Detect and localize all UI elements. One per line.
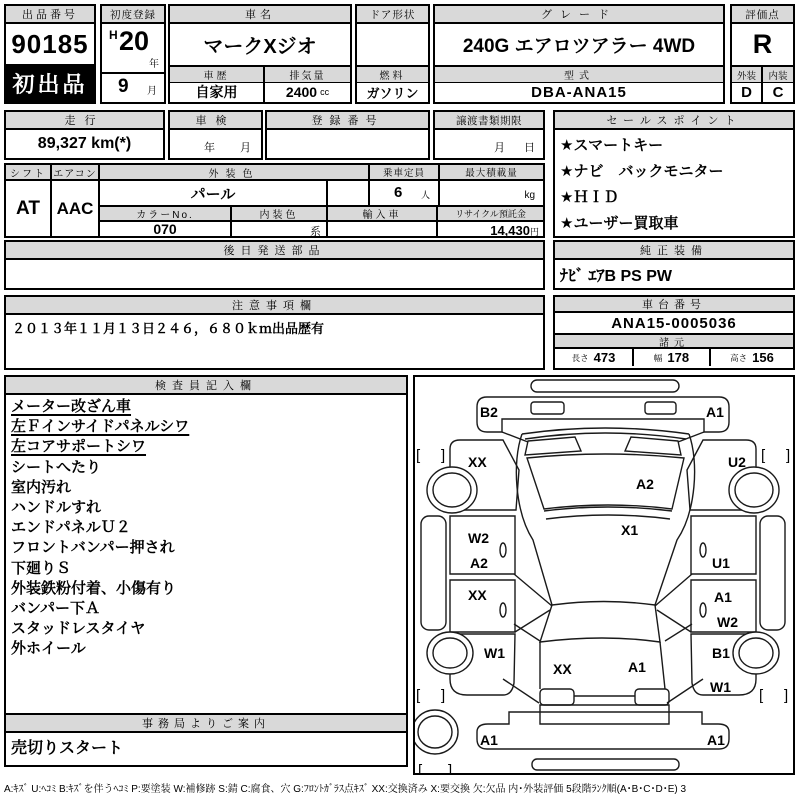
payload-unit: kg bbox=[524, 190, 535, 201]
exterior-score: D bbox=[741, 83, 752, 101]
first-registration-year-cell bbox=[102, 24, 164, 74]
inspection-month-suffix: 月 bbox=[240, 142, 251, 154]
office-notice-label: 事務局よりご案内 bbox=[6, 715, 406, 733]
notes-text: ２０１３年１１月１３日２４６，６８０ｋｍ出品歴有 bbox=[12, 321, 325, 336]
inspector-note-item: シートへたり bbox=[11, 458, 102, 476]
chassis-number-label: 車台番号 bbox=[555, 297, 793, 313]
history-value: 自家用 bbox=[195, 84, 238, 100]
displacement-label: 排気量 bbox=[265, 67, 350, 83]
door-shape-box bbox=[355, 4, 430, 104]
inspector-note-item: 室内汚れ bbox=[11, 478, 72, 496]
inspector-note-item: 下廻りＳ bbox=[11, 559, 72, 577]
damage-code: U1 bbox=[712, 555, 730, 571]
corner-bracket: [ bbox=[759, 687, 764, 704]
color-no-value: 070 bbox=[100, 222, 232, 236]
later-parts-box bbox=[4, 240, 545, 290]
capacity-label: 乗車定員 bbox=[370, 165, 440, 181]
corner-bracket: [ bbox=[418, 762, 423, 773]
model-code-label: 型式 bbox=[435, 67, 723, 83]
car-name: マークXジオ bbox=[170, 24, 350, 67]
transfer-docs-label: 譲渡書類期限 bbox=[435, 112, 543, 130]
damage-code: B2 bbox=[480, 404, 498, 420]
car-name-label: 車名 bbox=[170, 6, 350, 24]
chassis-number: ANA15-0005036 bbox=[555, 313, 793, 335]
corner-bracket: ] bbox=[784, 687, 789, 704]
transfer-day-suffix: 日 bbox=[524, 142, 535, 154]
grade-box bbox=[433, 4, 725, 104]
inspection-box bbox=[168, 110, 263, 160]
interior-color-suffix: 系 bbox=[310, 226, 321, 236]
damage-code: X1 bbox=[621, 522, 639, 538]
corner-bracket: ] bbox=[441, 687, 446, 704]
exterior-color-label: 外装色 bbox=[100, 165, 370, 181]
height-value: 156 bbox=[752, 350, 774, 365]
color-no-label: カラーNo. bbox=[100, 207, 232, 222]
damage-code: A1 bbox=[480, 732, 498, 748]
inspector-notes-list bbox=[6, 395, 406, 662]
damage-code: W1 bbox=[484, 645, 505, 661]
recycle-value-cell bbox=[438, 222, 543, 236]
sales-point-item: ★スマートキー bbox=[560, 137, 664, 154]
length-label: 長さ bbox=[571, 352, 589, 363]
payload-label: 最大積載量 bbox=[440, 165, 543, 181]
transfer-month-suffix: 月 bbox=[494, 142, 505, 154]
damage-code: A2 bbox=[470, 555, 488, 571]
office-notice-box bbox=[4, 713, 408, 767]
corner-bracket: ] bbox=[448, 762, 453, 773]
model-code-value: DBA-ANA15 bbox=[531, 83, 627, 101]
inspection-year-suffix: 年 bbox=[204, 142, 215, 154]
sales-point-item: ★ユーザー買取車 bbox=[560, 215, 679, 232]
overall-score: R bbox=[732, 24, 793, 67]
aircon-value: AAC bbox=[52, 181, 100, 236]
import-label: 輸入車 bbox=[328, 207, 438, 222]
inspector-notes-label: 検査員記入欄 bbox=[6, 377, 406, 395]
corner-bracket: [ bbox=[761, 447, 766, 464]
sales-point-item: ★ＨＩＤ bbox=[560, 189, 619, 206]
damage-code: A1 bbox=[714, 589, 732, 605]
fuel-label: 燃料 bbox=[357, 67, 428, 83]
sales-points-list bbox=[555, 130, 793, 240]
equipment-value: ﾅﾋﾞ ｴｱB PS PW bbox=[560, 268, 673, 285]
equipment-box bbox=[553, 240, 795, 290]
year-suffix: 年 bbox=[149, 59, 159, 70]
damage-code: U2 bbox=[728, 454, 746, 470]
mileage-label: 走行 bbox=[6, 112, 163, 130]
corner-bracket: ] bbox=[786, 447, 791, 464]
damage-code: A1 bbox=[706, 404, 724, 420]
lot-box bbox=[4, 4, 96, 104]
inspector-note-item: 外装鉄粉付着、小傷有り bbox=[11, 579, 177, 597]
damage-code: W2 bbox=[717, 614, 738, 630]
height-label: 高さ bbox=[730, 352, 748, 363]
recycle-label: リサイクル預託金 bbox=[438, 207, 543, 222]
lot-label: 出品番号 bbox=[6, 6, 94, 24]
first-registration-label: 初度登録 bbox=[102, 6, 164, 24]
damage-code: A1 bbox=[707, 732, 725, 748]
registration-number-label: 登録番号 bbox=[267, 112, 428, 130]
corner-bracket: ] bbox=[441, 447, 446, 464]
equipment-label: 純正装備 bbox=[555, 242, 793, 260]
inspector-note-item: フロントバンパー押され bbox=[11, 539, 175, 557]
inspector-note-item: 外ホイール bbox=[11, 640, 86, 658]
damage-code: A1 bbox=[628, 659, 646, 675]
registration-month: 9 bbox=[118, 76, 129, 97]
damage-code: XX bbox=[553, 661, 572, 677]
exterior-color-extra-cell bbox=[328, 181, 370, 207]
shift-value: AT bbox=[6, 181, 52, 236]
grade-label: グレード bbox=[435, 6, 723, 24]
mileage-box bbox=[4, 110, 165, 160]
inspector-note-item: 左コアサポートシワ bbox=[11, 438, 147, 456]
history-label: 車歴 bbox=[170, 67, 263, 83]
car-outline bbox=[421, 380, 785, 770]
sales-points-label: セールスポイント bbox=[555, 112, 793, 130]
inspector-note-item: メーター改ざん車 bbox=[11, 398, 132, 415]
car-name-box bbox=[168, 4, 352, 104]
first-registration-month-cell bbox=[102, 74, 164, 102]
door-shape-label: ドア形状 bbox=[357, 6, 428, 24]
chassis-box bbox=[553, 295, 795, 370]
interior-color-label: 内装色 bbox=[232, 207, 328, 222]
era-mark: H bbox=[109, 28, 118, 42]
corner-bracket: [ bbox=[416, 447, 421, 464]
import-value-cell bbox=[328, 222, 438, 236]
later-parts-label: 後日発送部品 bbox=[6, 242, 543, 260]
inspector-note-item: 左Ｆインサイドパネルシワ bbox=[11, 418, 190, 436]
inspector-notes-box bbox=[4, 375, 408, 715]
first-registration-box bbox=[100, 4, 166, 104]
first-listing-badge: 初出品 bbox=[6, 64, 94, 102]
month-suffix: 月 bbox=[147, 86, 157, 97]
exterior-color-value: パール bbox=[100, 181, 328, 207]
payload-value-cell bbox=[440, 181, 543, 207]
notes-box bbox=[4, 295, 545, 370]
recycle-fee: 14,430 bbox=[490, 223, 530, 236]
width-value: 178 bbox=[667, 350, 690, 365]
displacement-unit: cc bbox=[320, 87, 330, 97]
capacity-value-cell bbox=[370, 181, 440, 207]
damage-code: B1 bbox=[712, 645, 730, 661]
recycle-unit: 円 bbox=[529, 227, 539, 236]
damage-code-labels bbox=[416, 404, 790, 773]
capacity-unit: 人 bbox=[420, 190, 430, 200]
lot-number: 90185 bbox=[11, 28, 89, 59]
interior-score: C bbox=[772, 83, 784, 101]
damage-code: XX bbox=[468, 587, 487, 603]
registration-number-value bbox=[267, 130, 428, 158]
registration-year: 20 bbox=[119, 26, 150, 56]
displacement-value: 2400 bbox=[285, 84, 318, 100]
mileage-value: 89,327 km(*) bbox=[37, 135, 132, 152]
interior-label: 内装 bbox=[763, 67, 793, 83]
length-value: 473 bbox=[593, 350, 616, 365]
capacity-value: 6 bbox=[394, 184, 403, 201]
office-notice-text: 売切りスタート bbox=[11, 740, 124, 757]
inspector-note-item: スタッドレスタイヤ bbox=[11, 620, 146, 638]
damage-code: XX bbox=[468, 454, 487, 470]
score-label: 評価点 bbox=[732, 6, 793, 24]
inspector-note-item: エンドパネルＵ２ bbox=[11, 519, 131, 537]
car-damage-diagram bbox=[415, 377, 793, 773]
transfer-docs-box bbox=[433, 110, 545, 160]
inspector-note-item: ハンドルすれ bbox=[11, 499, 102, 517]
sales-points-box bbox=[553, 110, 795, 238]
legend-text: A:ｷｽﾞ U:ﾍｺﾐ B:ｷｽﾞを伴うﾍｺﾐ P:要塗装 W:補修跡 S:錆 C:腐食、穴 G:ﾌﾛﾝﾄｶﾞﾗｽ点ｷｽﾞ XX:交換済み X:要交換 欠:欠品 内･外装評価 5段階ﾗﾝｸ順(A･B･C･D･E) 3 bbox=[4, 784, 687, 795]
damage-code: A2 bbox=[636, 476, 654, 492]
notes-label: 注意事項欄 bbox=[6, 297, 543, 315]
fuel-value: ガソリン bbox=[366, 85, 419, 101]
door-shape-value bbox=[357, 24, 428, 67]
width-label: 幅 bbox=[653, 352, 663, 363]
interior-color-value-cell bbox=[232, 222, 328, 236]
inspector-note-item: バンパー下Ａ bbox=[11, 600, 100, 618]
registration-number-box bbox=[265, 110, 430, 160]
aircon-label: エアコン bbox=[52, 165, 100, 181]
shift-label: シフト bbox=[6, 165, 52, 181]
damage-code: W1 bbox=[710, 679, 731, 695]
corner-bracket: [ bbox=[416, 687, 421, 704]
inspection-label: 車検 bbox=[170, 112, 261, 130]
damage-diagram-box bbox=[413, 375, 795, 775]
spec-label: 諸元 bbox=[555, 335, 793, 349]
exterior-label: 外装 bbox=[732, 67, 761, 83]
detail-grid-box bbox=[4, 163, 545, 238]
sales-point-item: ★ナビ バックモニター bbox=[560, 163, 724, 180]
damage-code: W2 bbox=[468, 530, 489, 546]
score-box bbox=[730, 4, 795, 104]
grade-value: 240G エアロツアラー 4WD bbox=[435, 24, 723, 67]
